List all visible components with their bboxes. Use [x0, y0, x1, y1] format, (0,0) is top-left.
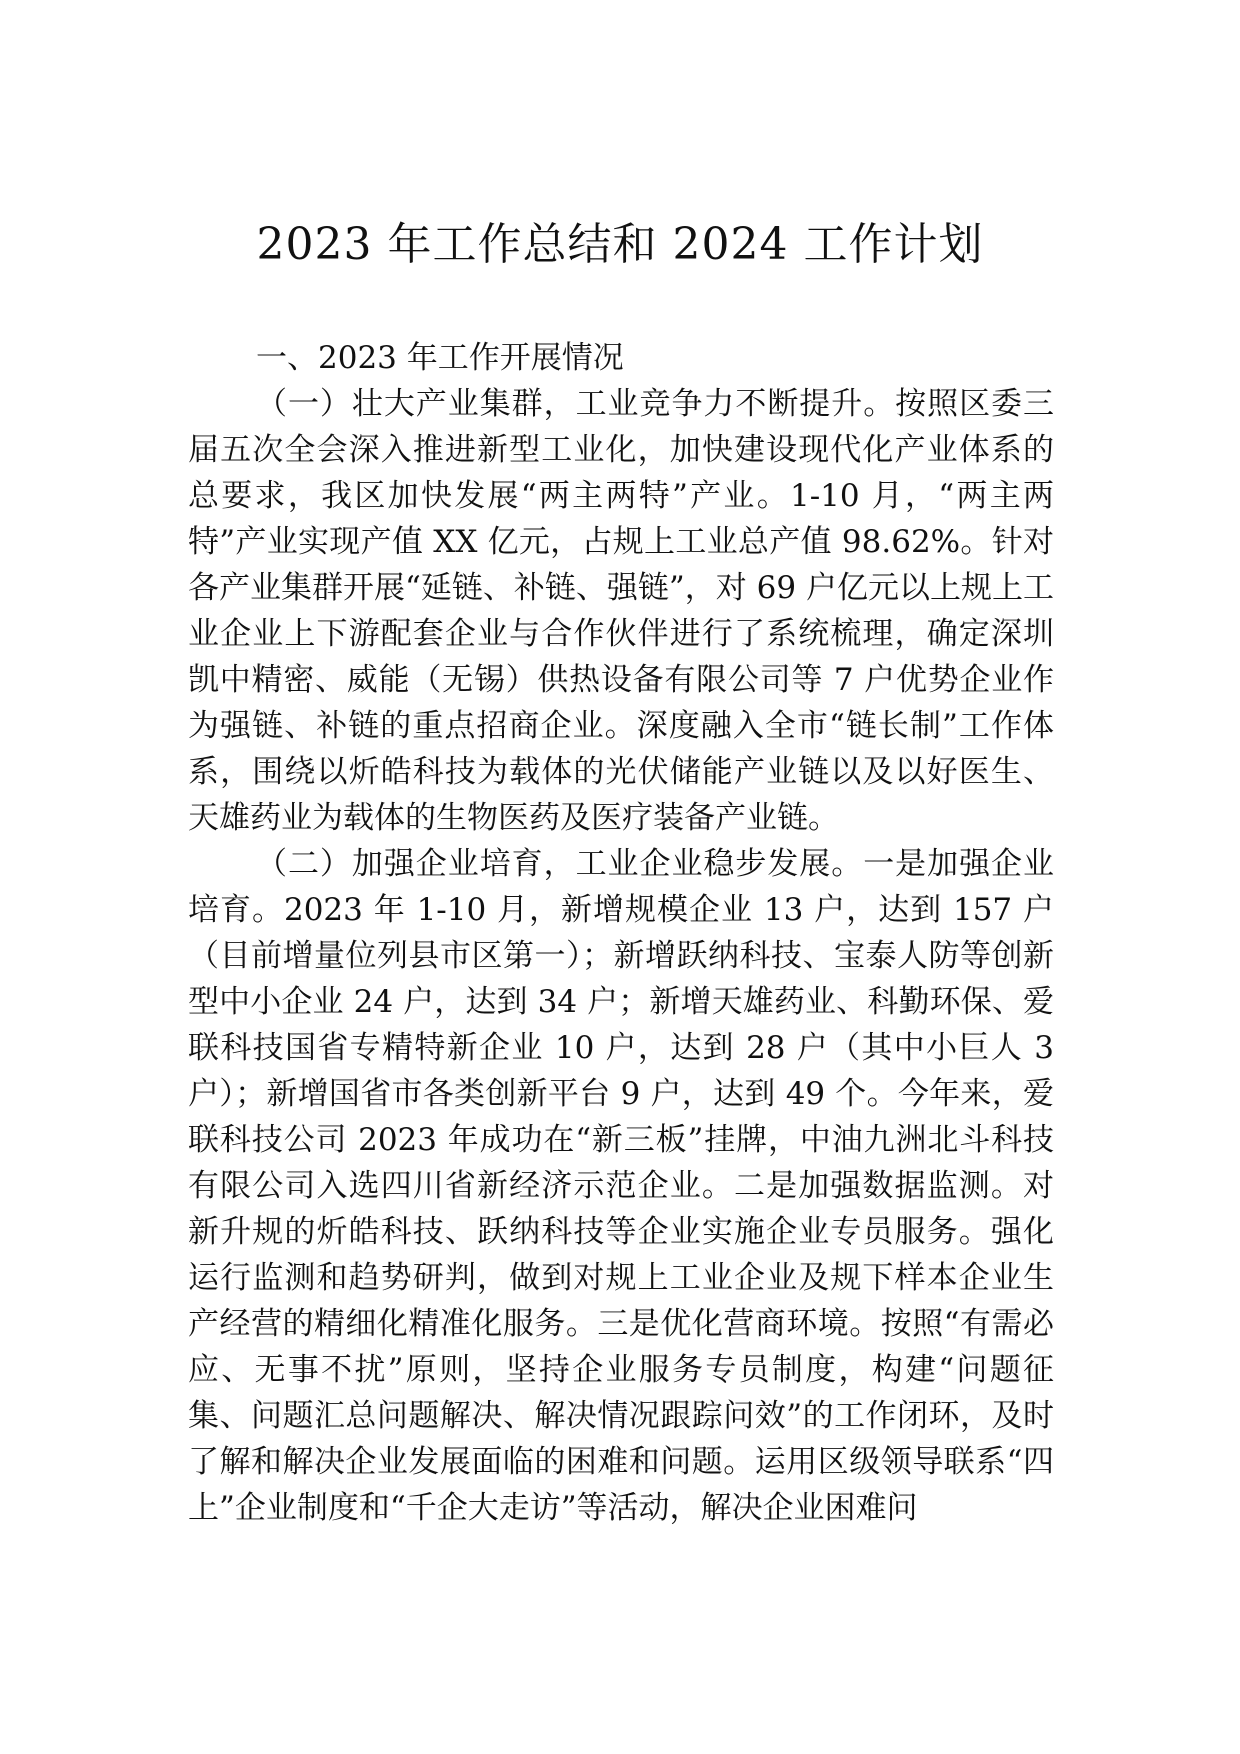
- paragraph-industry-cluster: （一）壮大产业集群，工业竞争力不断提升。按照区委三届五次全会深入推进新型工业化，加快建设现代化产业体系的总要求，我区加快发展“两主两特”产业。1-10 月，“两主两特”产业实现产值 XX 亿元，占规上工业总产值 98.62%。针对各产业集群开展“延链、补链、强链”，对 69 户亿元以上规上工业企业上下游配套企业与合作伙伴进行了系统梳理，确定深圳凯中精密、威能（无锡）供热设备有限公司等 7 户优势企业作为强链、补链的重点招商企业。深度融入全市“链长制”工作体系，围绕以炘皓科技为载体的光伏储能产业链以及以好医生、天雄药业为载体的生物医药及医疗装备产业链。: [188, 386, 1054, 836]
- paragraph-enterprise-cultivation: （二）加强企业培育，工业企业稳步发展。一是加强企业培育。2023 年 1-10 月，新增规模企业 13 户，达到 157 户（目前增量位列县市区第一）；新增跃纳科技、宝泰人防等创新型中小企业 24 户，达到 34 户；新增天雄药业、科勤环保、爱联科技国省专精特新企业 10 户，达到 28 户（其中小巨人 3 户）；新增国省市各类创新平台 9 户，达到 49 个。今年来，爱联科技公司 2023 年成功在“新三板”挂牌，中油九洲北斗科技有限公司入选四川省新经济示范企业。二是加强数据监测。对新升规的炘皓科技、跃纳科技等企业实施企业专员服务。强化运行监测和趋势研判，做到对规上工业企业及规下样本企业生产经营的精细化精准化服务。三是优化营商环境。按照“有需必应、无事不扰”原则，坚持企业服务专员制度，构建“问题征集、问题汇总问题解决、解决情况跟踪问效”的工作闭环，及时了解和解决企业发展面临的困难和问题。运用区级领导联系“四上”企业制度和“千企大走访”等活动，解决企业困难问: [188, 846, 1054, 1526]
- document-title: 2023 年工作总结和 2024 工作计划: [256, 219, 984, 270]
- document-body: [188, 335, 1054, 1531]
- section-heading: 一、2023 年工作开展情况: [256, 340, 624, 376]
